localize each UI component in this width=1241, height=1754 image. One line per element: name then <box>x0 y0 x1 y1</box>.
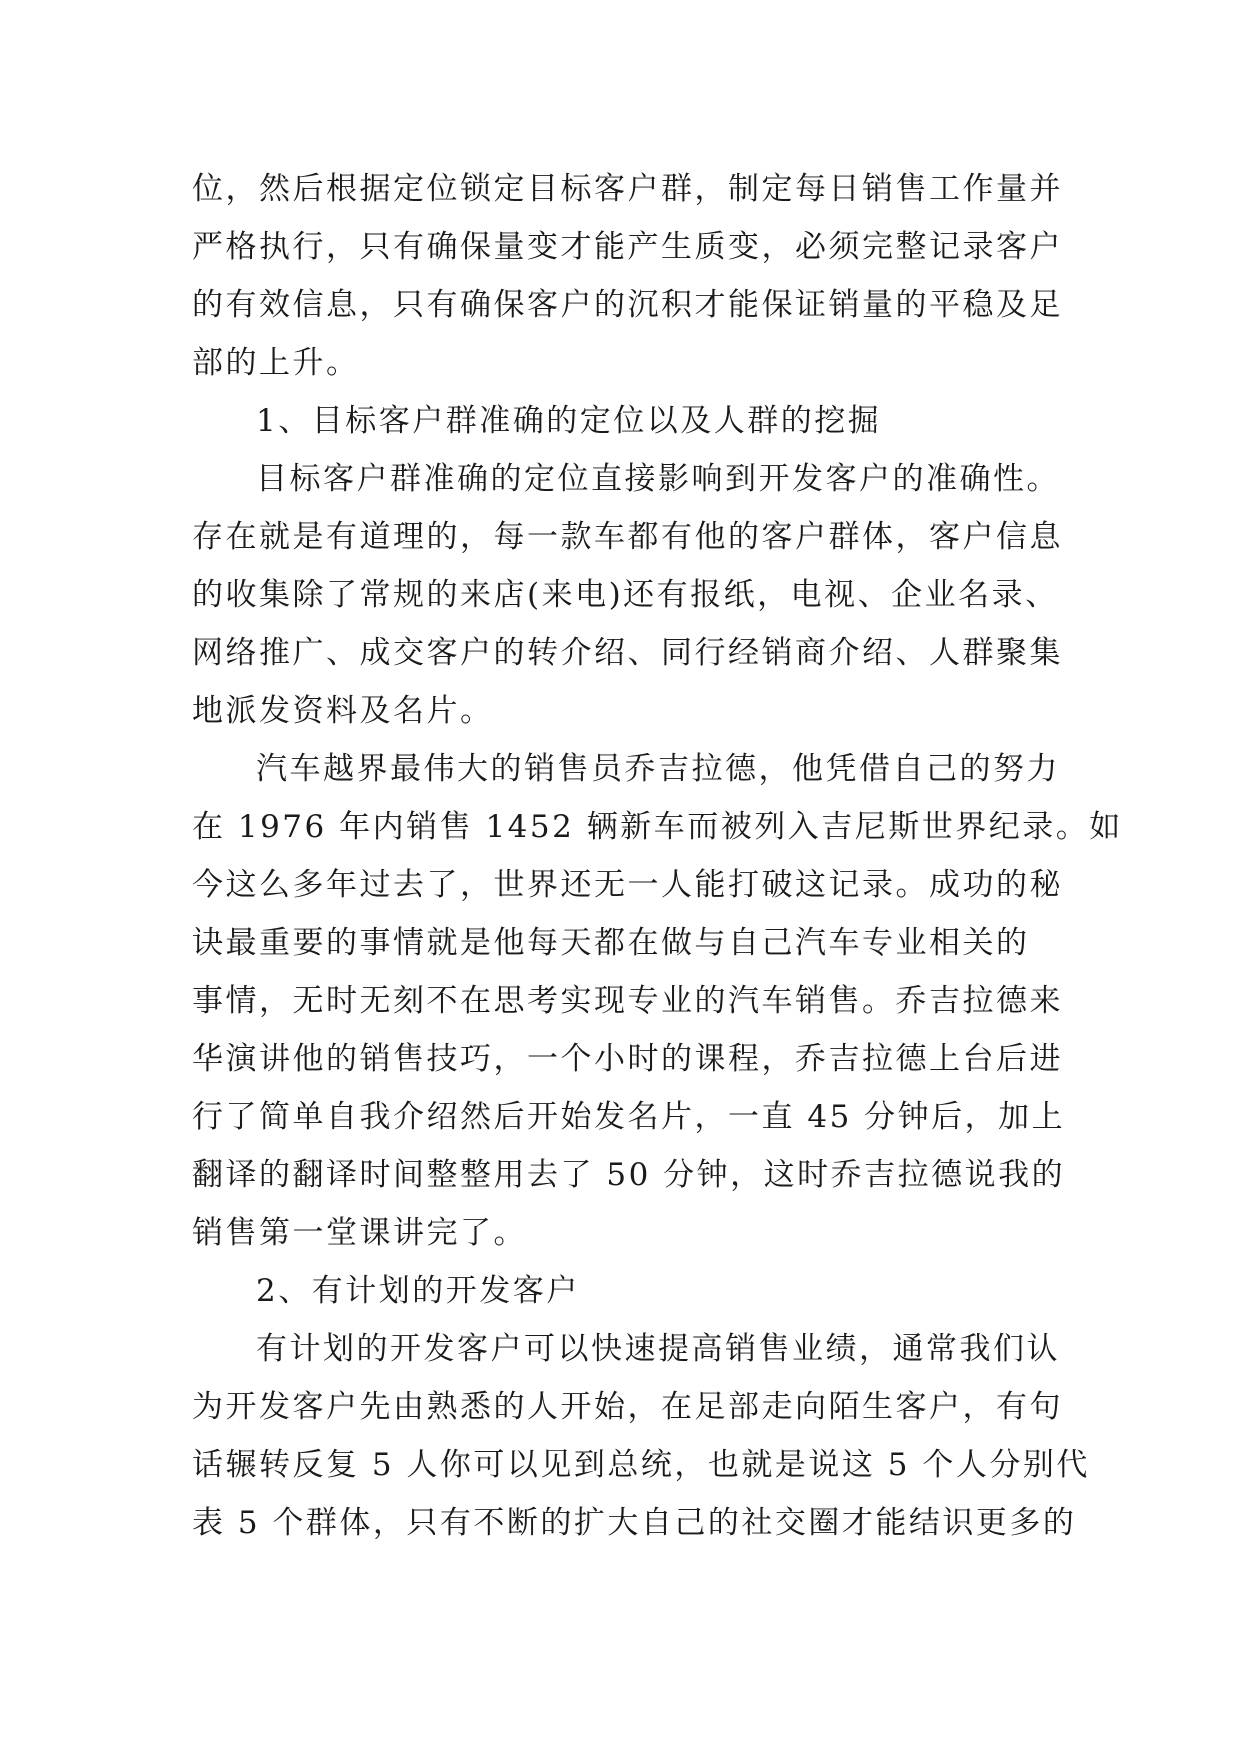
text-line: 今这么多年过去了，世界还无一人能打破这记录。成功的秘 <box>192 867 1063 903</box>
text-line: 销售第一堂课讲完了。 <box>192 1215 527 1251</box>
text-line: 网络推广、成交客户的转介绍、同行经销商介绍、人群聚集 <box>192 635 1063 671</box>
paragraph-start: 汽车越界最伟大的销售员乔吉拉德，他凭借自己的努力 <box>256 751 1060 787</box>
paragraph-start: 有计划的开发客户可以快速提高销售业绩，通常我们认 <box>256 1331 1060 1367</box>
text-line: 的有效信息，只有确保客户的沉积才能保证销量的平稳及足 <box>192 287 1063 323</box>
text-line: 华演讲他的销售技巧，一个小时的课程，乔吉拉德上台后进 <box>192 1041 1063 1077</box>
text-line: 地派发资料及名片。 <box>192 693 494 729</box>
text-line: 表 5 个群体，只有不断的扩大自己的社交圈才能结识更多的 <box>192 1505 1077 1541</box>
text-line: 的收集除了常规的来店(来电)还有报纸，电视、企业名录、 <box>192 577 1059 613</box>
text-line: 诀最重要的事情就是他每天都在做与自己汽车专业相关的 <box>192 925 1030 961</box>
text-line: 行了简单自我介绍然后开始发名片，一直 45 分钟后，加上 <box>192 1099 1066 1135</box>
text-line: 在 1976 年内销售 1452 辆新车而被列入吉尼斯世界纪录。如 <box>192 809 1123 845</box>
section-heading: 1、目标客户群准确的定位以及人群的挖掘 <box>256 403 882 439</box>
text-line: 翻译的翻译时间整整用去了 50 分钟，这时乔吉拉德说我的 <box>192 1157 1066 1193</box>
text-line: 严格执行，只有确保量变才能产生质变，必须完整记录客户 <box>192 229 1063 265</box>
section-heading: 2、有计划的开发客户 <box>256 1273 580 1309</box>
text-line: 部的上升。 <box>192 345 360 381</box>
text-line: 话辗转反复 5 人你可以见到总统，也就是说这 5 个人分别代 <box>192 1447 1090 1483</box>
text-line: 位，然后根据定位锁定目标客户群，制定每日销售工作量并 <box>192 171 1063 207</box>
text-line: 为开发客户先由熟悉的人开始，在足部走向陌生客户，有句 <box>192 1389 1063 1425</box>
text-line: 存在就是有道理的，每一款车都有他的客户群体，客户信息 <box>192 519 1063 555</box>
document-body <box>192 160 1123 1552</box>
text-line: 事情，无时无刻不在思考实现专业的汽车销售。乔吉拉德来 <box>192 983 1063 1019</box>
paragraph-start: 目标客户群准确的定位直接影响到开发客户的准确性。 <box>256 461 1060 497</box>
